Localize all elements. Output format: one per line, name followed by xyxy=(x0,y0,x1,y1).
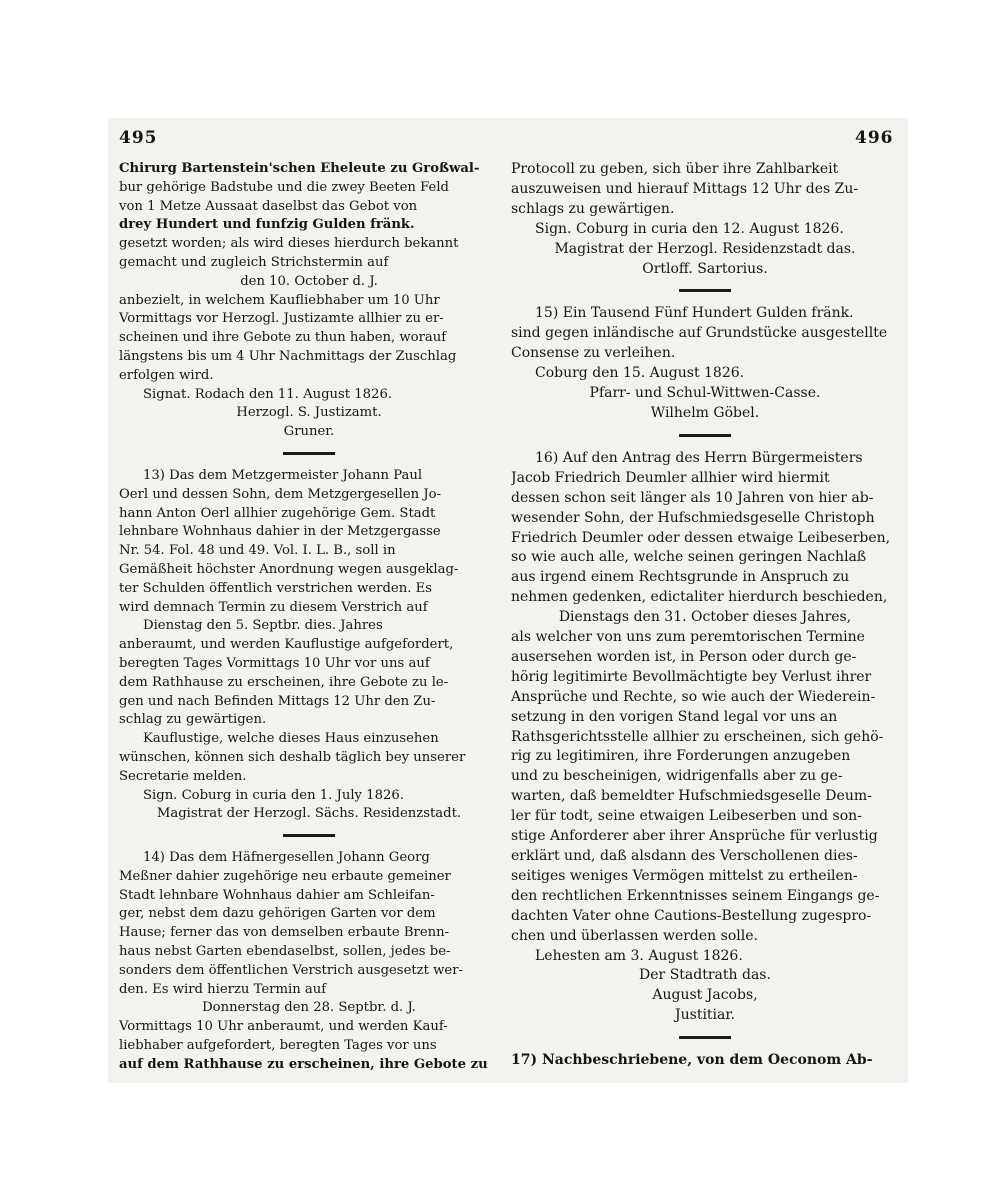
text-line: anbezielt, in welchem Kaufliebhaber um 10 Uhr xyxy=(119,292,440,308)
text-line: Hause; ferner das von demselben erbaute Brenn- xyxy=(119,925,450,941)
text-line: chen und überlassen werden solle. xyxy=(511,927,758,944)
text-line: den 10. October d. J. xyxy=(240,273,378,289)
text-line: aus irgend einem Rechtsgrunde in Anspruch zu xyxy=(511,569,850,586)
text-line: Vormittags vor Herzogl. Justizamte allhier zu er- xyxy=(119,311,444,327)
text-line: Stadt lehnbare Wohnhaus dahier am Schleifan- xyxy=(119,887,435,903)
text-line: als welcher von uns zum peremtorischen Termine xyxy=(511,629,865,646)
text-line: scheinen und ihre Gebote zu thun haben, worauf xyxy=(119,330,447,346)
text-line: seitiges weniges Vermögen mittelst zu ertheilen- xyxy=(511,867,858,884)
text-line: stige Anforderer aber ihrer Ansprüche für verlustig xyxy=(511,828,878,845)
text-line: Herzogl. S. Justizamt. xyxy=(236,405,382,421)
text-line: dachten Vater ohne Cautions-Bestellung zugespro- xyxy=(511,907,872,924)
text-line: nehmen gedenken, edictaliter hierdurch beschieden, xyxy=(511,589,888,606)
text-line: dessen schon seit länger als 10 Jahren von hier ab- xyxy=(511,489,874,506)
text-line: Der Stadtrath das. xyxy=(639,967,771,984)
text-line: den rechtlichen Erkenntnisses seinem Eingangs ge- xyxy=(511,887,880,904)
text-line: erklärt und, daß alsdann des Verschollenen dies- xyxy=(511,848,858,864)
text-line: 15) Ein Tausend Fünf Hundert Gulden fränk. xyxy=(535,305,854,322)
text-line: Sign. Coburg in curia den 1. July 1826. xyxy=(143,787,404,803)
text-line: Protocoll zu geben, sich über ihre Zahlbarkeit xyxy=(511,161,839,177)
text-line: von 1 Metze Aussaat daselbst das Gebot von xyxy=(119,198,418,214)
text-line: Magistrat der Herzogl. Sächs. Residenzstadt. xyxy=(156,806,462,822)
text-line: ger, nebst dem dazu gehörigen Garten vor dem xyxy=(119,906,436,922)
left-text-column xyxy=(119,160,499,1075)
text-line: setzung in den vorigen Stand legal vor uns an xyxy=(511,708,838,725)
text-line: den. Es wird hierzu Termin auf xyxy=(119,981,327,997)
text-line: warten, daß bemeldter Hufschmiedsgeselle Deum- xyxy=(511,788,872,805)
text-line: schlags zu gewärtigen. xyxy=(511,200,675,217)
text-line: lehnbare Wohnhaus dahier in der Metzgergasse xyxy=(119,524,441,540)
text-line: wird demnach Termin zu diesem Verstrich auf xyxy=(119,599,428,615)
text-line: Gruner. xyxy=(283,424,335,440)
text-line: drey Hundert und funfzig Gulden fränk. xyxy=(119,217,415,233)
text-line: Donnerstag den 28. Septbr. d. J. xyxy=(202,1000,416,1016)
text-line: dem Rathhause zu erscheinen, ihre Gebote zu le- xyxy=(119,674,449,690)
text-line: Consense zu verleihen. xyxy=(511,345,676,362)
text-line: gesetzt worden; als wird dieses hierdurch bekannt xyxy=(119,236,459,252)
text-line: Vormittags 10 Uhr anberaumt, und werden Kauf- xyxy=(119,1019,448,1035)
section-divider xyxy=(679,289,731,292)
text-line: Magistrat der Herzogl. Residenzstadt das. xyxy=(554,240,856,257)
text-line: anberaumt, und werden Kauflustige aufgefordert, xyxy=(119,637,454,653)
right-page-number: 496 xyxy=(855,128,894,148)
text-line: Ansprüche und Rechte, so wie auch der Wiederein- xyxy=(511,688,876,705)
text-line: so wie auch alle, welche seinen geringen Nachlaß xyxy=(511,549,867,566)
text-line: 17) Nachbeschriebene, von dem Oeconom Ab- xyxy=(511,1052,873,1069)
text-line: auszuweisen und hierauf Mittags 12 Uhr des Zu- xyxy=(511,180,859,197)
text-line: rig zu legitimiren, ihre Forderungen anzugeben xyxy=(511,748,851,765)
text-line: ler für todt, seine etwaigen Leibeserben und son- xyxy=(511,808,862,825)
text-line: wesender Sohn, der Hufschmiedsgeselle Christoph xyxy=(511,509,875,526)
section-divider xyxy=(283,452,335,455)
text-line: hann Anton Oerl allhier zugehörige Gem. Stadt xyxy=(119,505,436,521)
section-divider xyxy=(283,834,335,837)
text-line: längstens bis um 4 Uhr Nachmittags der Zuschlag xyxy=(119,348,457,364)
text-line: haus nebst Garten ebendaselbst, sollen, jedes be- xyxy=(119,944,451,960)
text-line: gen und nach Befinden Mittags 12 Uhr den Zu- xyxy=(119,693,436,709)
text-line: Gemäßheit höchster Anordnung wegen ausgeklag- xyxy=(119,561,459,577)
text-line: Jacob Friedrich Deumler allhier wird hiermit xyxy=(511,469,830,486)
text-line: 16) Auf den Antrag des Herrn Bürgermeisters xyxy=(535,449,863,466)
text-line: sonders dem öffentlichen Verstrich ausgesetzt wer- xyxy=(119,962,463,978)
text-line: liebhaber aufgefordert, beregten Tages vor uns xyxy=(119,1038,437,1054)
text-line: bur gehörige Badstube und die zwey Beeten Feld xyxy=(119,179,450,195)
text-line: Ortloff. Sartorius. xyxy=(642,260,768,277)
text-line: Sign. Coburg in curia den 12. August 1826. xyxy=(535,220,844,237)
text-line: Wilhelm Göbel. xyxy=(650,404,760,421)
section-divider xyxy=(679,434,731,437)
text-line: Signat. Rodach den 11. August 1826. xyxy=(143,386,393,402)
text-line: Kauflustige, welche dieses Haus einzusehen xyxy=(143,731,439,747)
text-line: 14) Das dem Häfnergesellen Johann Georg xyxy=(143,850,430,866)
text-line: Rathsgerichtsstelle allhier zu erscheinen, sich gehö- xyxy=(511,728,884,745)
text-line: gemacht und zugleich Strichstermin auf xyxy=(119,254,389,270)
text-line: sind gegen inländische auf Grundstücke ausgestellte xyxy=(511,325,888,342)
text-line: auf dem Rathhause zu erscheinen, ihre Gebote zu xyxy=(119,1056,488,1072)
text-line: Lehesten am 3. August 1826. xyxy=(535,947,743,964)
left-page-number: 495 xyxy=(119,128,158,148)
text-line: Oerl und dessen Sohn, dem Metzgergesellen Jo- xyxy=(119,486,442,502)
text-line: Dienstags den 31. October dieses Jahres, xyxy=(558,609,852,626)
text-line: ausersehen worden ist, in Person oder durch ge- xyxy=(511,648,857,665)
text-line: Dienstag den 5. Septbr. dies. Jahres xyxy=(143,618,383,634)
section-divider xyxy=(679,1036,731,1039)
text-line: Meßner dahier zugehörige neu erbaute gemeiner xyxy=(119,868,451,884)
right-text-column xyxy=(511,160,899,1071)
text-line: ter Schulden öffentlich verstrichen werden. Es xyxy=(119,580,432,596)
text-line: 13) Das dem Metzgermeister Johann Paul xyxy=(143,467,423,483)
text-line: und zu bescheinigen, widrigenfalls aber zu ge- xyxy=(511,768,843,785)
text-line: Coburg den 15. August 1826. xyxy=(535,365,745,382)
text-line: wünschen, können sich deshalb täglich bey unserer xyxy=(119,749,466,765)
text-line: Pfarr- und Schul-Wittwen-Casse. xyxy=(589,385,821,402)
text-line: Nr. 54. Fol. 48 und 49. Vol. I. L. B., soll in xyxy=(119,543,396,559)
text-line: erfolgen wird. xyxy=(119,367,214,383)
text-line: Secretarie melden. xyxy=(119,768,247,784)
text-line: hörig legitimirte Bevollmächtigte bey Verlust ihrer xyxy=(511,668,872,685)
text-line: Justitiar. xyxy=(675,1007,735,1024)
text-line: schlag zu gewärtigen. xyxy=(119,712,267,728)
text-line: beregten Tages Vormittags 10 Uhr vor uns auf xyxy=(119,655,430,671)
text-line: August Jacobs, xyxy=(652,987,758,1004)
text-line: Chirurg Bartenstein'schen Eheleute zu Großwal- xyxy=(119,161,480,176)
text-line: Friedrich Deumler oder dessen etwaige Leibeserben, xyxy=(511,529,891,546)
